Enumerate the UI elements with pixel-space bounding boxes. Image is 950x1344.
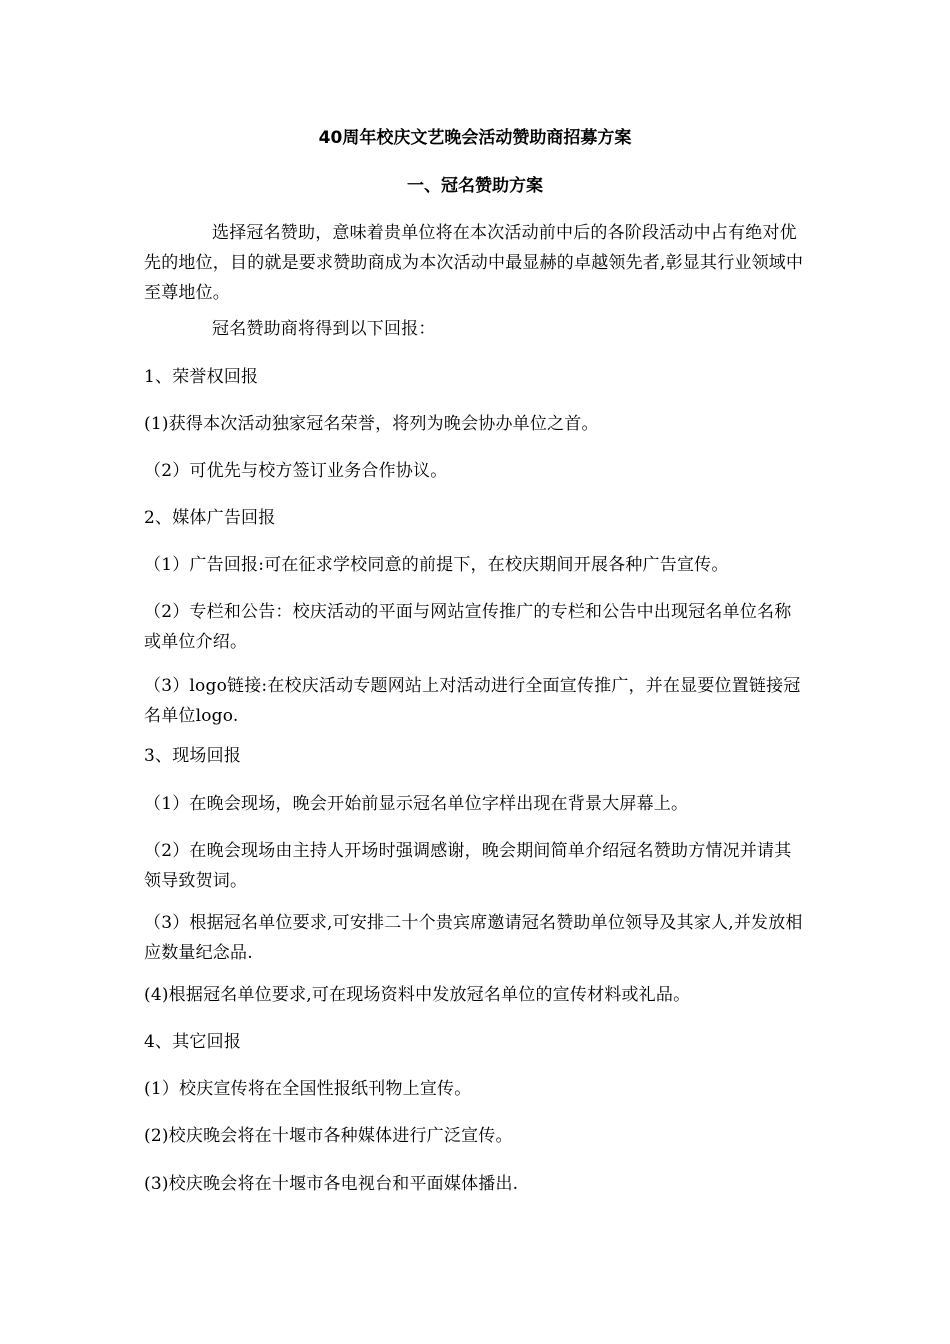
section-4-item-2: (2)校庆晚会将在十堰市各种媒体进行广泛宣传。	[144, 1126, 513, 1146]
section-heading: 一、冠名赞助方案	[407, 176, 543, 196]
section-4-item-1: (1）校庆宣传将在全国性报纸刊物上宣传。	[144, 1079, 472, 1099]
section-3-item-4: (4)根据冠名单位要求,可在现场资料中发放冠名单位的宣传材料或礼品。	[144, 985, 691, 1005]
section-2-item-2: （2）专栏和公告：校庆活动的平面与网站宣传推广的专栏和公告中出现冠名单位名称或单位介绍。	[144, 602, 792, 652]
returns-lead: 冠名赞助商将得到以下回报：	[212, 319, 436, 339]
document-title: 40周年校庆文艺晚会活动赞助商招募方案	[318, 128, 632, 148]
section-3-item-3: （3）根据冠名单位要求,可安排二十个贵宾席邀请冠名赞助单位领导及其家人,并发放相应数量纪念品.	[144, 913, 803, 963]
section-1-heading: 1、荣誉权回报	[144, 367, 259, 387]
section-2-item-3: （3）logo链接:在校庆活动专题网站上对活动进行全面宣传推广，并在显要位置链接冠名单位logo.	[144, 676, 801, 726]
section-3-heading: 3、现场回报	[144, 746, 242, 766]
section-3-item-1: （1）在晚会现场，晚会开始前显示冠名单位字样出现在背景大屏幕上。	[144, 794, 689, 814]
intro-paragraph: 选择冠名赞助，意味着贵单位将在本次活动前中后的各阶段活动中占有绝对优先的地位，目的就是要求赞助商成为本次活动中最显赫的卓越领先者,彰显其行业领域中至尊地位。	[144, 223, 804, 303]
section-4-heading: 4、其它回报	[144, 1032, 242, 1052]
section-1-item-1: (1)获得本次活动独家冠名荣誉，将列为晚会协办单位之首。	[144, 414, 599, 434]
section-1-item-2: （2）可优先与校方签订业务合作协议。	[144, 461, 448, 481]
section-4-item-3: (3)校庆晚会将在十堰市各电视台和平面媒体播出.	[144, 1174, 519, 1194]
section-2-item-1: （1）广告回报:可在征求学校同意的前提下，在校庆期间开展各种广告宣传。	[144, 555, 729, 575]
section-2-heading: 2、媒体广告回报	[144, 508, 276, 528]
section-3-item-2: （2）在晚会现场由主持人开场时强调感谢，晚会期间简单介绍冠名赞助方情况并请其领导致贺词。	[144, 841, 792, 891]
